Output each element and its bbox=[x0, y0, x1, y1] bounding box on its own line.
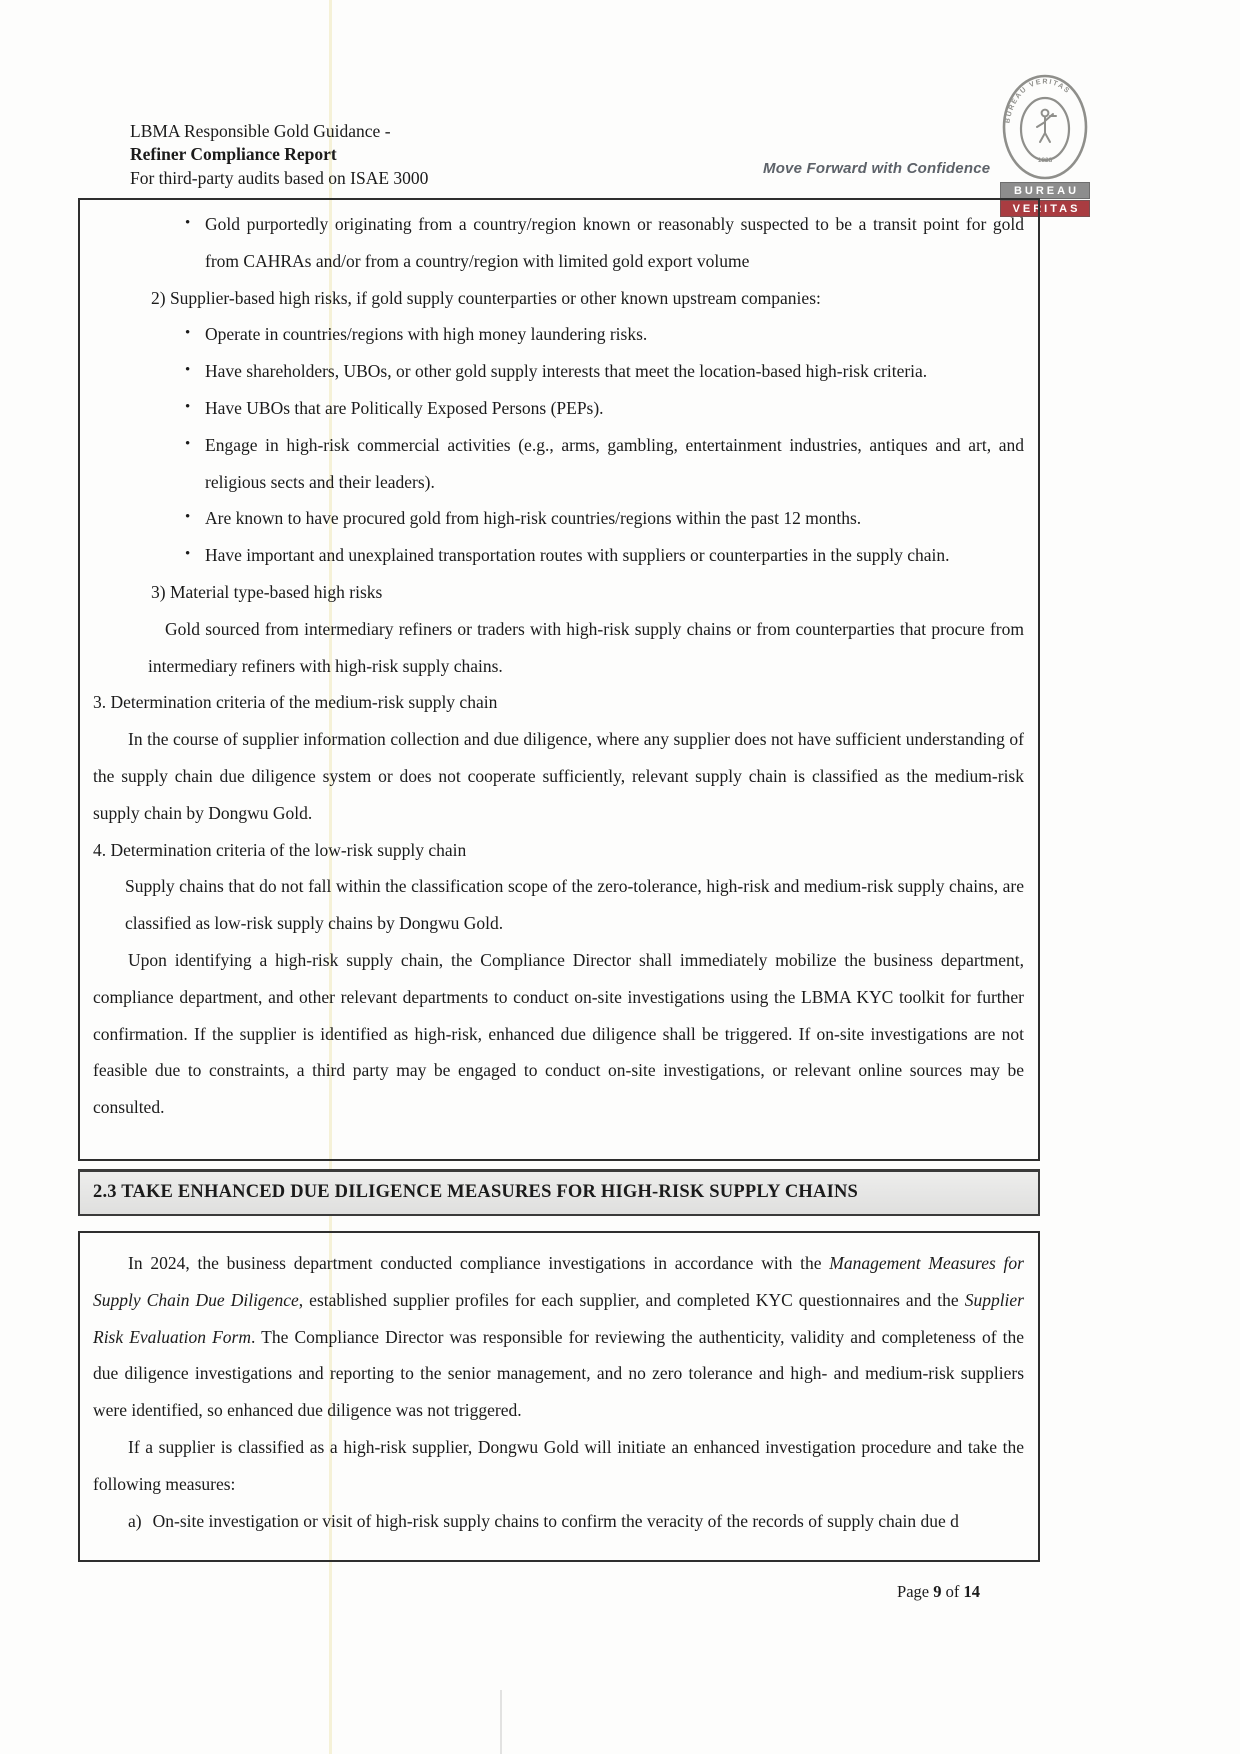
list-item bbox=[93, 353, 1024, 390]
header-line-audit-basis: For third-party audits based on ISAE 3000 bbox=[130, 167, 429, 188]
list-item bbox=[93, 537, 1024, 574]
bullet-marker: • bbox=[185, 362, 191, 379]
content-box-enhanced-due-diligence bbox=[78, 1231, 1040, 1562]
subsection-heading: 4. Determination criteria of the low-risk supply chain bbox=[93, 839, 467, 860]
bullet-marker: • bbox=[185, 325, 191, 342]
list-item-text: Are known to have procured gold from high-risk countries/regions within the past 12 months. bbox=[205, 508, 862, 529]
list-item bbox=[93, 316, 1024, 353]
bullet-marker: • bbox=[185, 398, 191, 415]
bullet-marker: • bbox=[185, 546, 191, 563]
page-word: Page bbox=[897, 1582, 934, 1601]
paragraph: Supply chains that do not fall within the classification scope of the zero-tolerance, high-risk and medium-risk supply chains, are classified as low-risk supply chains by Dongwu Gold. bbox=[125, 876, 1024, 934]
list-item bbox=[93, 427, 1024, 501]
lettered-item bbox=[93, 1503, 1024, 1540]
svg-text:BUREAU VERITAS bbox=[1004, 78, 1071, 123]
page-total: 14 bbox=[963, 1582, 980, 1601]
content-box-risk-criteria bbox=[78, 198, 1040, 1161]
section-heading-2-3: 2.3 TAKE ENHANCED DUE DILIGENCE MEASURES FOR HIGH-RISK SUPPLY CHAINS bbox=[78, 1169, 1040, 1216]
brand-tagline: Move Forward with Confidence bbox=[763, 160, 991, 177]
list-item-text: Gold purportedly originating from a country/region known or reasonably suspected to be a transit point for gold from CAHRAs and/or from a country/region with limited gold export volume bbox=[205, 214, 1024, 271]
paragraph: Upon identifying a high-risk supply chain, the Compliance Director shall immediately mobilize the business department, compliance department, and other relevant departments to conduct on-site investigations using the LBMA KYC toolkit for further confirmation. If the supplier is identified as high-risk, enhanced due diligence shall be triggered. If on-site investigations are not feasible due to constraints, a third party may be engaged to conduct on-site investigations, or relevant online sources may be consulted. bbox=[93, 949, 1024, 1118]
document-title-reference: Management Measures for Supply Chain Due Diligence bbox=[93, 1253, 1024, 1310]
paragraph-text: , established supplier profiles for each supplier, and completed KYC questionnaires and the bbox=[298, 1289, 965, 1310]
document-title-reference: Supplier Risk Evaluation Form bbox=[93, 1289, 1024, 1347]
paragraph: Gold sourced from intermediary refiners or traders with high-risk supply chains or from counterparties that procure from intermediary refiners with high-risk supply chains. bbox=[148, 618, 1024, 676]
logo-bar-veritas: VERITAS bbox=[1000, 200, 1090, 217]
list-item-text: Have shareholders, UBOs, or other gold supply interests that meet the location-based high-risk criteria. bbox=[205, 361, 928, 382]
paragraph-text: . The Compliance Director was responsible for reviewing the authenticity, validity and completeness of the due diligence investigations and reporting to the senior management, and no zero tolerance and high- and medium-risk suppliers were identified, so enhanced due diligence was not triggered. bbox=[93, 1326, 1024, 1421]
header-line-guidance: LBMA Responsible Gold Guidance - bbox=[130, 121, 391, 141]
list-item bbox=[93, 206, 1024, 280]
list-item-text: Have UBOs that are Politically Exposed Persons (PEPs). bbox=[205, 397, 604, 418]
emblem-figure-icon bbox=[1037, 110, 1056, 142]
bullet-marker: • bbox=[185, 215, 191, 231]
list-item-text: Operate in countries/regions with high money laundering risks. bbox=[205, 324, 648, 345]
page-number bbox=[78, 1582, 980, 1602]
bullet-marker: • bbox=[185, 435, 191, 452]
bureau-veritas-logo bbox=[1000, 74, 1090, 217]
header-line-title: Refiner Compliance Report bbox=[130, 144, 337, 165]
paragraph: If a supplier is classified as a high-risk supplier, Dongwu Gold will initiate an enhanced investigation procedure and take the following measures: bbox=[93, 1436, 1024, 1494]
item-label: a) bbox=[128, 1510, 142, 1531]
list-item bbox=[93, 500, 1024, 537]
page-current: 9 bbox=[933, 1582, 942, 1601]
numbered-item: 2) Supplier-based high risks, if gold supply counterparties or other known upstream companies: bbox=[151, 287, 821, 308]
bv-emblem-icon bbox=[1001, 74, 1089, 180]
document-header bbox=[130, 120, 428, 190]
list-item bbox=[93, 390, 1024, 427]
paragraph: In the course of supplier information collection and due diligence, where any supplier does not have sufficient understanding of the supply chain due diligence system or does not cooperate sufficiently, relevant supply chain is classified as the medium-risk supply chain by Dongwu Gold. bbox=[93, 729, 1024, 823]
numbered-item: 3) Material type-based high risks bbox=[151, 581, 383, 602]
paragraph bbox=[93, 1245, 1024, 1429]
subsection-heading: 3. Determination criteria of the medium-risk supply chain bbox=[93, 692, 498, 713]
bullet-marker: • bbox=[185, 509, 191, 526]
logo-bar-bureau: BUREAU bbox=[1000, 182, 1090, 199]
emblem-curved-text: BUREAU VERITAS bbox=[1004, 78, 1072, 124]
of-word: of bbox=[941, 1582, 964, 1601]
list-item-text: Have important and unexplained transportation routes with suppliers or counterparties in the supply chain. bbox=[205, 545, 950, 566]
scan-artifact-line bbox=[500, 1690, 502, 1754]
list-item-text: On-site investigation or visit of high-risk supply chains to confirm the veracity of the records of supply chain due d bbox=[152, 1510, 959, 1531]
paragraph-text: In 2024, the business department conducted compliance investigations in accordance with the bbox=[128, 1253, 830, 1273]
emblem-year: 1828 bbox=[1037, 157, 1053, 164]
list-item-text: Engage in high-risk commercial activities (e.g., arms, gambling, entertainment industries, antiques and art, and religious sects and their leaders). bbox=[205, 434, 1024, 492]
